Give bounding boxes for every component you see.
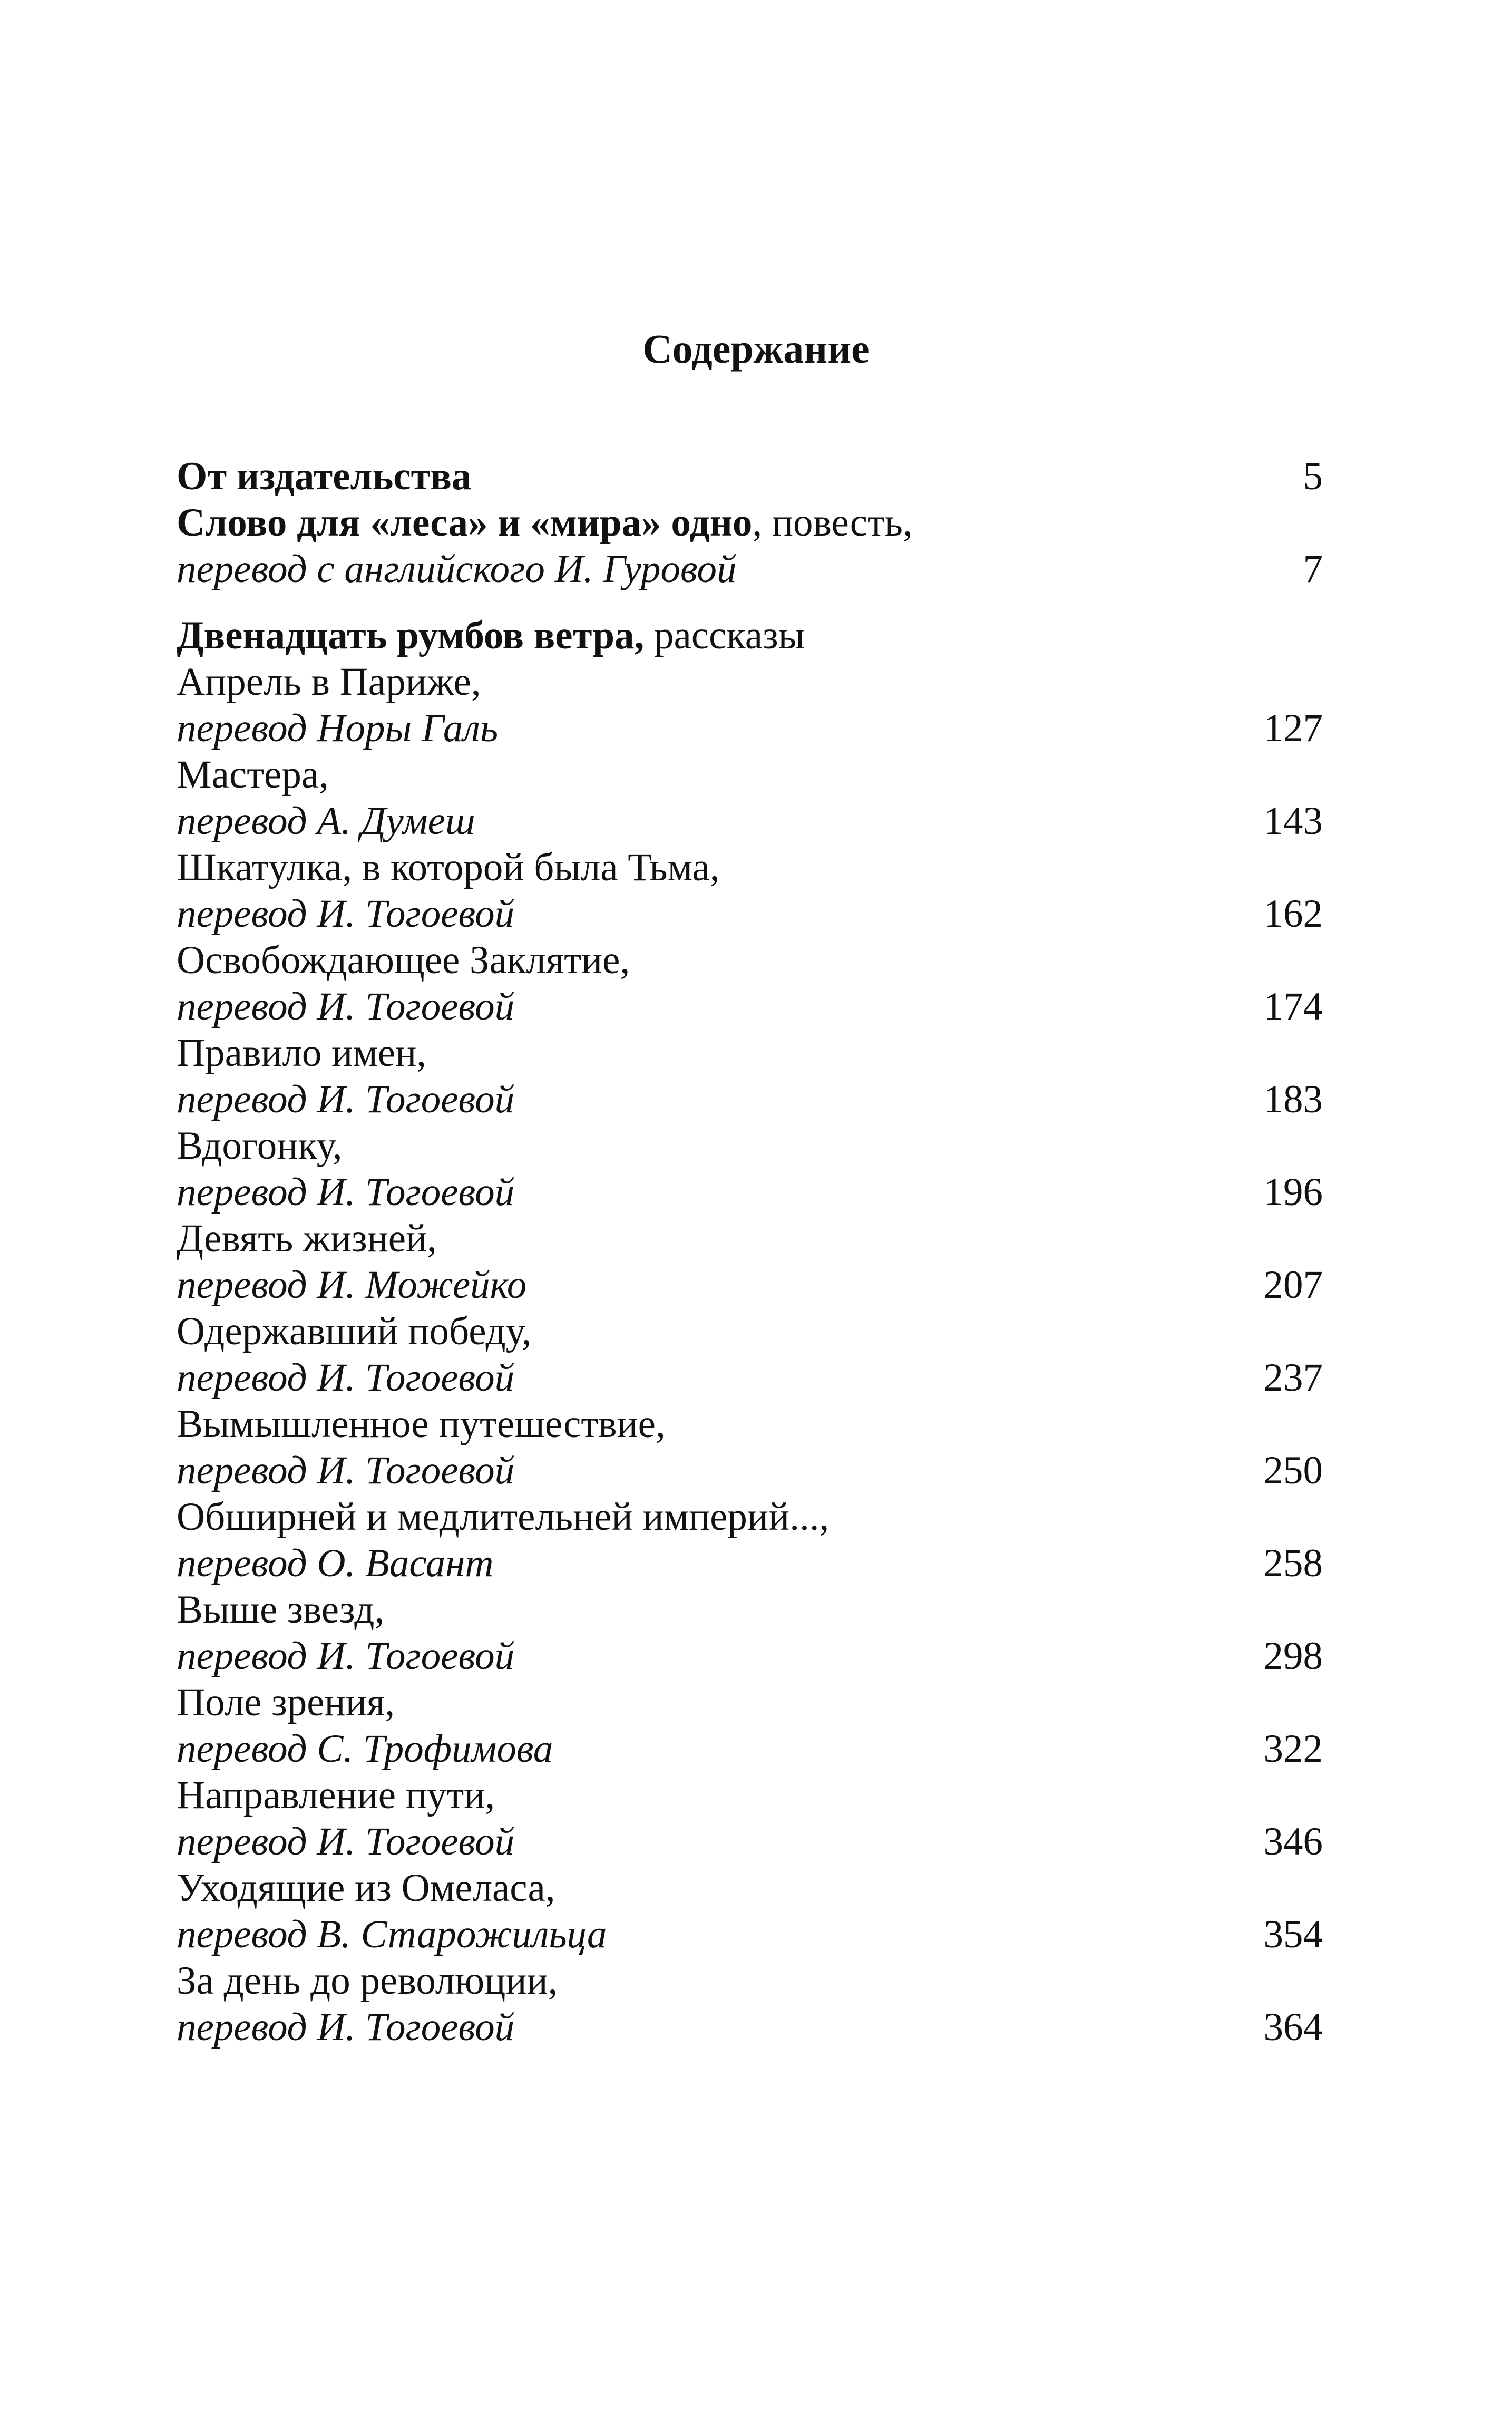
entry-title: Мастера, [177,753,329,797]
toc-row [177,1262,1323,1308]
page-number: 162 [1263,892,1323,936]
entry-translator: перевод И. Тогоевой [177,1820,515,1863]
entry-title: Шкатулка, в которой была Тьма, [177,846,720,889]
toc-row [177,1726,1323,1772]
entry-title: Поле зрения, [177,1681,395,1724]
toc-row [177,1865,1323,1911]
toc-row [177,1123,1323,1169]
entry-title: Выше звезд, [177,1588,385,1632]
toc-row [177,453,1323,500]
entry-translator: перевод И. Тогоевой [177,1078,515,1121]
page-number: 143 [1263,799,1323,843]
entry-title: Одержавший победу, [177,1309,532,1353]
page-number: 5 [1303,454,1323,498]
entry-translator: перевод И. Тогоевой [177,985,515,1028]
page-number: 183 [1263,1078,1323,1121]
toc-entry-novella [177,500,1323,593]
toc-entry-story [177,1587,1323,1680]
toc-entry-story [177,937,1323,1030]
page-number: 258 [1263,1541,1323,1585]
entry-title: Вдогонку, [177,1124,343,1168]
page-number: 250 [1263,1449,1323,1492]
stories-list [177,659,1323,2051]
entry-title: Девять жизней, [177,1217,437,1260]
toc-row [177,984,1323,1030]
entry-title: Вымышленное путешествие, [177,1402,666,1446]
entry-translator: перевод с английского И. Гуровой [177,547,737,591]
toc-entry-story [177,1772,1323,1865]
toc-row [177,1355,1323,1401]
toc-row [177,1680,1323,1726]
toc-row [177,1819,1323,1865]
entry-title: Апрель в Париже, [177,660,481,704]
entry-suffix: , повесть, [752,501,913,545]
entry-translator: перевод И. Тогоевой [177,1634,515,1678]
page-number: 196 [1263,1170,1323,1214]
entry-title: Уходящие из Омеласа, [177,1866,555,1910]
toc-row [177,937,1323,984]
toc-entry-story [177,1216,1323,1308]
toc-entry-story [177,1680,1323,1772]
entry-translator: перевод А. Думеш [177,799,475,843]
section-title: Двенадцать румбов ветра, [177,614,645,657]
toc-entry-story [177,752,1323,845]
toc-row [177,1216,1323,1262]
entry-translator: перевод О. Васант [177,1541,494,1585]
toc-row [177,1633,1323,1680]
entry-translator: перевод И. Можейко [177,1263,527,1307]
toc-row [177,1540,1323,1587]
toc-row [177,752,1323,798]
entry-title: За день до революции, [177,1959,558,2003]
entry-translator: перевод И. Тогоевой [177,1170,515,1214]
toc-row [177,500,1323,546]
toc-entry-story [177,1308,1323,1401]
toc-row [177,1448,1323,1494]
toc-row [177,891,1323,937]
page-number: 7 [1303,547,1323,591]
entry-translator: перевод И. Тогоевой [177,1449,515,1492]
entry-title: Правило имен, [177,1031,426,1075]
toc-entry-story [177,1123,1323,1216]
toc-row [177,1308,1323,1355]
toc-entry-story [177,845,1323,937]
page-number: 174 [1263,985,1323,1028]
entry-title: Освобождающее Заклятие, [177,938,630,982]
toc-row [177,1772,1323,1819]
toc-section-collection [177,613,1323,659]
entry-translator: перевод В. Старожильца [177,1913,607,1956]
toc-row [177,1958,1323,2004]
toc-row [177,1076,1323,1123]
entry-title: Обширней и медлительней империй..., [177,1495,830,1539]
toc-entry-story [177,1865,1323,1958]
toc-row [177,1911,1323,1958]
toc-entry-story [177,1401,1323,1494]
page-number: 364 [1263,2005,1323,2049]
entry-translator: перевод С. Трофимова [177,1727,553,1771]
page-number: 127 [1263,706,1323,750]
toc-row [177,798,1323,845]
page-number: 207 [1263,1263,1323,1307]
entry-translator: перевод И. Тогоевой [177,1356,515,1400]
toc-row [177,1169,1323,1216]
toc-row [177,1587,1323,1633]
entry-title: Слово для «леса» и «мира» одно [177,501,753,545]
toc-entry-story [177,1958,1323,2051]
page-number: 354 [1263,1913,1323,1956]
toc-entry-story [177,659,1323,752]
entry-title: От издательства [177,454,472,498]
section-suffix: рассказы [644,614,805,657]
toc-entry-story [177,1494,1323,1587]
page-number: 298 [1263,1634,1323,1678]
toc-row [177,1030,1323,1076]
toc-row [177,845,1323,891]
table-of-contents [177,453,1323,2051]
page-title: Содержание [642,326,870,372]
entry-translator: перевод И. Тогоевой [177,892,515,936]
toc-row [177,546,1323,593]
toc-entry-publisher [177,453,1323,500]
entry-translator: перевод Норы Галь [177,706,499,750]
toc-row [177,1494,1323,1540]
toc-row [177,1401,1323,1448]
toc-row [177,2004,1323,2051]
toc-row [177,659,1323,705]
entry-title: Направление пути, [177,1773,495,1817]
page-number: 322 [1263,1727,1323,1771]
page-number: 237 [1263,1356,1323,1400]
page-number: 346 [1263,1820,1323,1863]
toc-row [177,613,1323,659]
entry-translator: перевод И. Тогоевой [177,2005,515,2049]
toc-entry-story [177,1030,1323,1123]
toc-row [177,705,1323,752]
